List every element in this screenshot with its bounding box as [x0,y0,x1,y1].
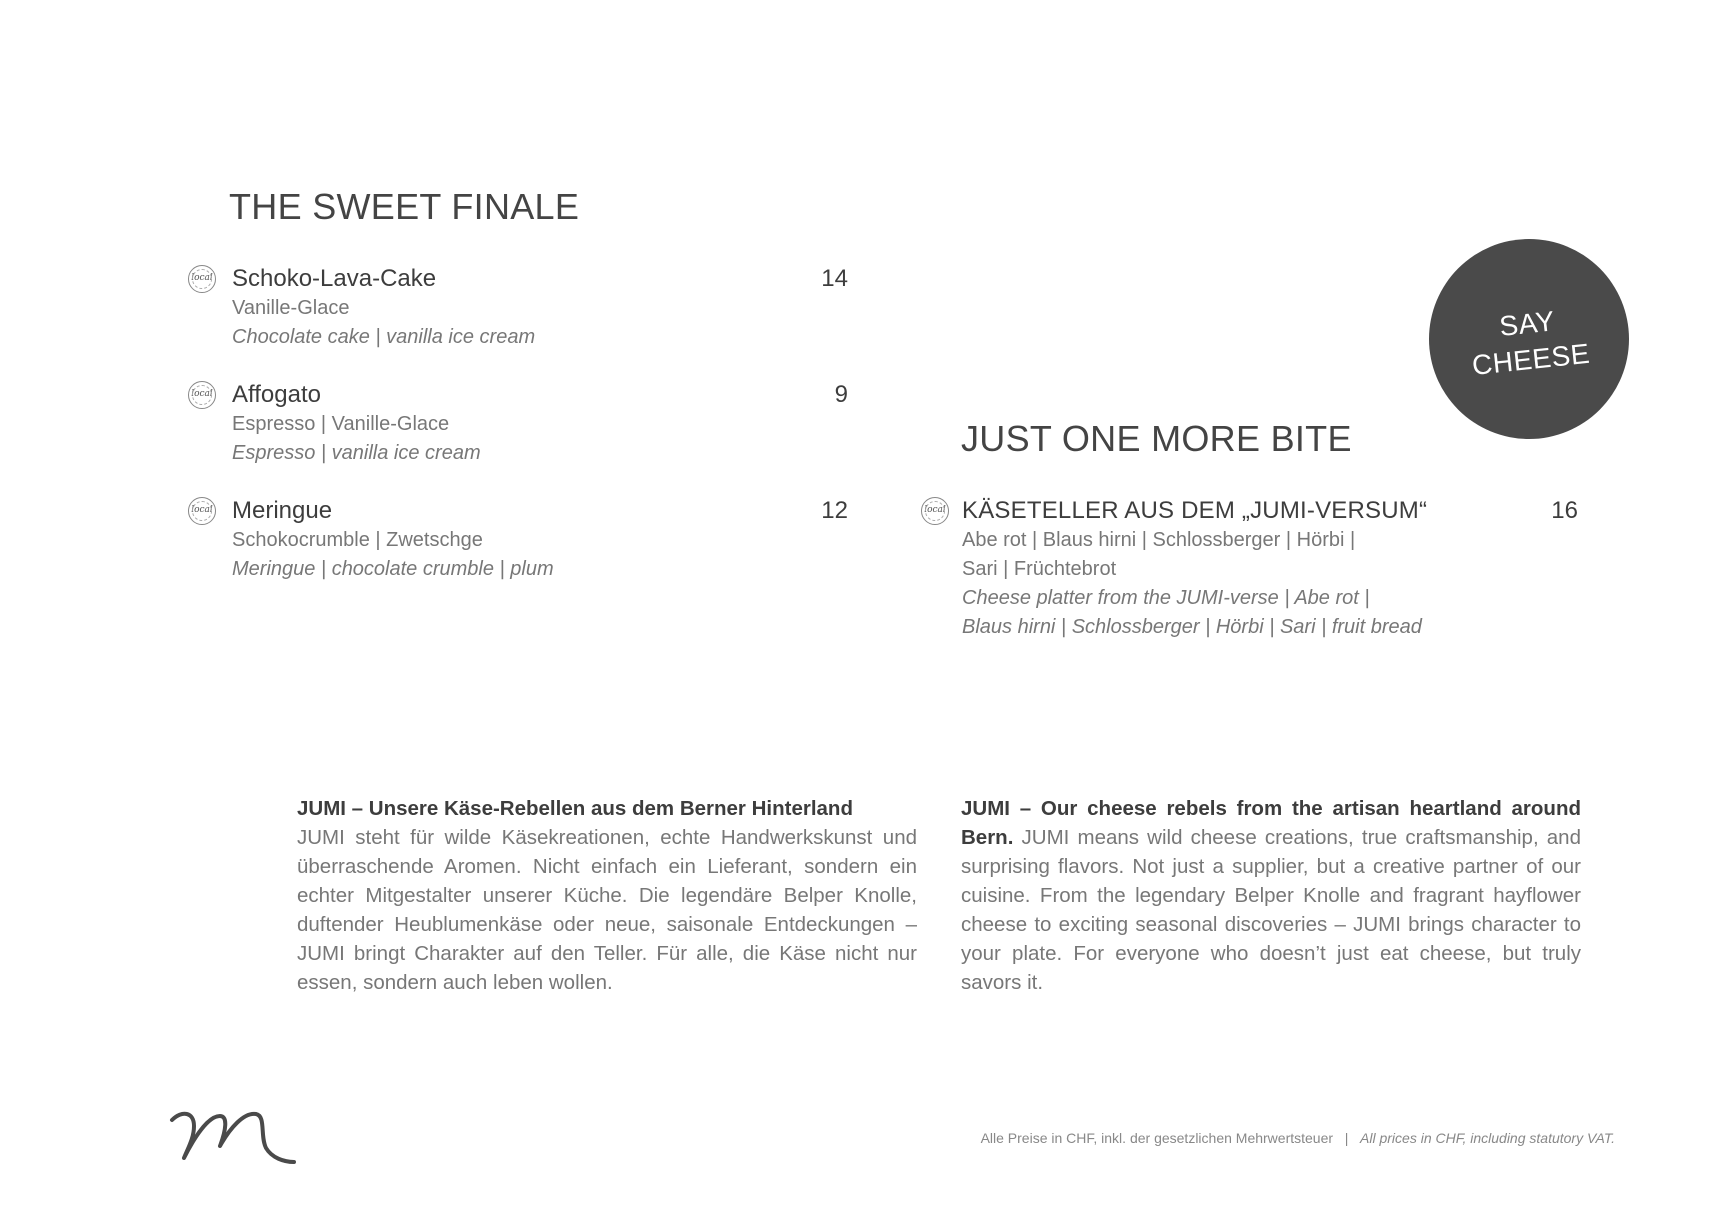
item-name: Schoko-Lava-Cake [232,265,437,292]
sweet-finale-title: THE SWEET FINALE [229,186,580,227]
menu-item [232,380,848,468]
footer-note [981,1130,1615,1146]
item-price: 16 [1551,497,1578,524]
badge-line1: SAY [1497,305,1557,342]
local-badge-icon: local [188,381,216,409]
badge-line2: CHEESE [1470,337,1592,381]
item-name: Meringue [232,497,333,524]
local-badge-icon: local [921,497,949,525]
local-badge-icon: local [188,497,216,525]
one-more-bite-title: JUST ONE MORE BITE [961,418,1352,459]
item-price: 14 [821,265,848,292]
item-description-en: Blaus hirni | Schlossberger | Hörbi | Sari | fruit bread [962,616,1422,638]
item-description-de: Schokocrumble | Zwetschge [232,529,483,551]
local-badge-icon: local [188,265,216,293]
item-description-en: Espresso | vanilla ice cream [232,442,481,464]
item-description-en: Chocolate cake | vanilla ice cream [232,326,536,348]
footer-en: All prices in CHF, including statutory VAT. [1360,1130,1615,1146]
footer-separator: | [1344,1130,1349,1146]
item-price: 9 [834,381,848,408]
item-description-de: Vanille-Glace [232,297,350,319]
jumi-text-de [297,794,917,997]
item-description-de: Abe rot | Blaus hirni | Schlossberger | Hörbi | [962,529,1356,551]
item-name: KÄSETELLER AUS DEM „JUMI-VERSUM“ [962,497,1428,524]
item-description-de: Sari | Früchtebrot [962,558,1117,580]
jumi-body-en: JUMI means wild cheese creations, true craftsmanship, and surprising flavors. Not just a supplier, but a creative partner of our cuisine. From the legendary Belper Knolle and fragrant hayflower cheese to exciting seasonal discoveries – JUMI brings character to your plate. For everyone who doesn’t just eat cheese, but truly savors it. [961,826,1581,994]
menu-item [232,264,848,352]
jumi-heading-de: JUMI – Unsere Käse-Rebellen aus dem Berner Hinterland [297,797,853,820]
script-m-logo-icon [168,1102,296,1166]
item-description-de: Espresso | Vanille-Glace [232,413,450,435]
menu-item [232,496,848,584]
item-name: Affogato [232,381,321,408]
say-cheese-badge [1429,239,1629,439]
menu-item [962,496,1578,642]
jumi-text-en [961,794,1581,997]
jumi-body-de: JUMI steht für wilde Käsekreationen, echte Handwerkskunst und überraschende Aromen. Nicht einfach ein Lieferant, sondern ein echter Mitgestalter unserer Küche. Die legendäre Belper Knolle, duftender Heublumenkäse oder neue, saisonale Entdeckungen – JUMI bringt Charakter auf den Teller. Für alle, die Käse nicht nur essen, sondern auch leben wollen. [297,826,917,994]
item-price: 12 [821,497,848,524]
footer-de: Alle Preise in CHF, inkl. der gesetzlichen Mehrwertsteuer [980,1130,1334,1146]
jumi-heading-en: JUMI – Our cheese rebels from the artisan heartland around Bern. [961,797,1581,849]
item-description-en: Cheese platter from the JUMI-verse | Abe rot | [962,587,1370,609]
item-description-en: Meringue | chocolate crumble | plum [232,558,554,580]
